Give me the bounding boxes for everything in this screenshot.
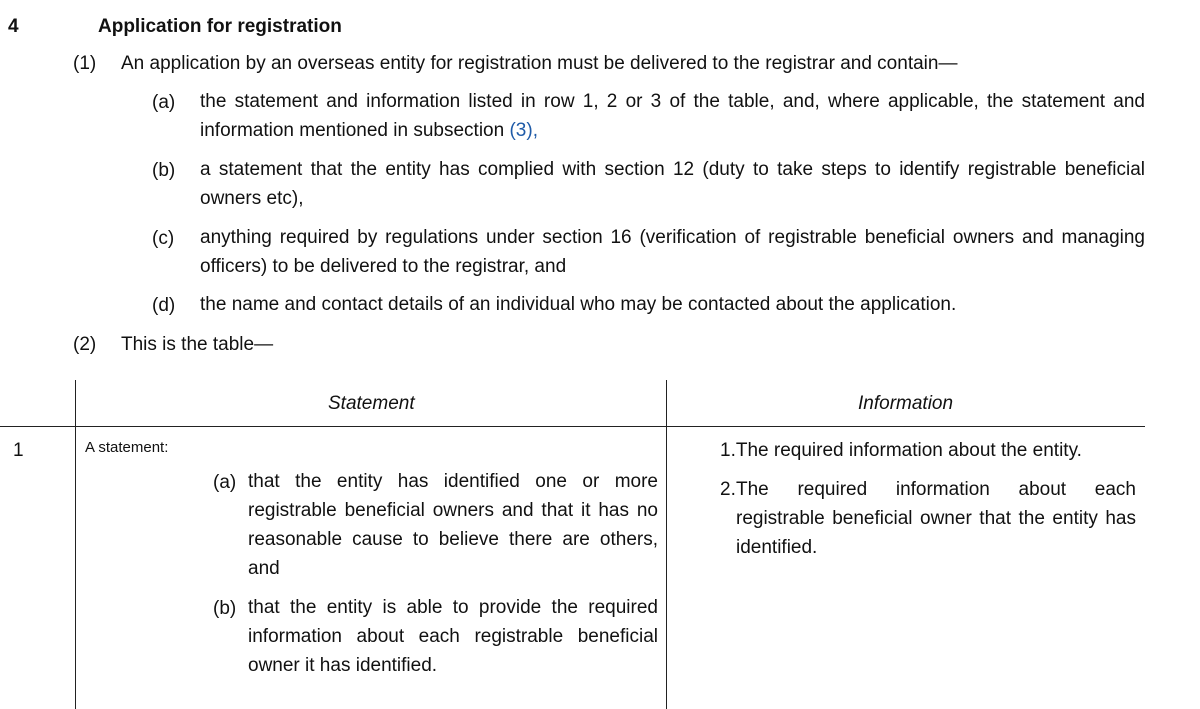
subsection-1-label: (1) — [73, 53, 97, 74]
table-header-divider — [0, 426, 1145, 427]
statement-item-b-text: that the entity is able to provide the required information about each registrable beneficial owner it has identified. — [248, 597, 658, 676]
para-d-text: the name and contact details of an individual who may be contacted about the application. — [200, 294, 957, 315]
statement-item-b-label: (b) — [213, 598, 237, 619]
para-a-body: the statement and information listed in row 1, 2 or 3 of the table, and, where applicable, the statement and information mentioned in subsection — [200, 91, 1145, 141]
table-column-divider-left — [75, 380, 76, 709]
table-row-number: 1 — [13, 440, 24, 461]
para-b-label: (b) — [152, 160, 176, 181]
column-header-statement: Statement — [328, 393, 415, 414]
subsection-1-text: An application by an overseas entity for registration must be delivered to the registrar and contain— — [121, 53, 958, 74]
para-d-label: (d) — [152, 295, 176, 316]
info-item-1-text: The required information about the entity. — [735, 440, 1082, 461]
info-item-2-text — [736, 475, 1136, 562]
para-c-label: (c) — [152, 228, 175, 249]
info-item-1 — [720, 436, 1136, 465]
para-a-trailing-punct: , — [532, 120, 538, 141]
section-title: Application for registration — [98, 16, 342, 37]
para-a-text — [200, 87, 1145, 145]
subsection-2-label: (2) — [73, 334, 97, 355]
statement-item-a-text: that the entity has identified one or more registrable beneficial owners and that it has no reasonable cause to believe there are others, and — [248, 471, 658, 579]
info-item-1-label: 1. — [720, 440, 736, 461]
para-b-text: a statement that the entity has complied with section 12 (duty to take steps to identify registrable beneficial owners etc), — [200, 159, 1145, 209]
column-header-information: Information — [858, 393, 954, 414]
para-a-label: (a) — [152, 92, 176, 113]
statement-item-a-label: (a) — [213, 472, 237, 493]
section-number: 4 — [8, 16, 19, 37]
table-column-divider-right — [666, 380, 667, 709]
statement-intro: A statement: — [85, 439, 169, 456]
para-c-text: anything required by regulations under section 16 (verification of registrable beneficial owners and managing officers) to be delivered to the registrar, and — [200, 227, 1145, 277]
subsection-2-text: This is the table— — [121, 334, 274, 355]
info-item-2-label: 2. — [720, 479, 736, 500]
subsection-3-link[interactable]: (3) — [509, 120, 533, 141]
info-item-2-body: The required information about each registrable beneficial owner that the entity has identified. — [736, 479, 1136, 558]
